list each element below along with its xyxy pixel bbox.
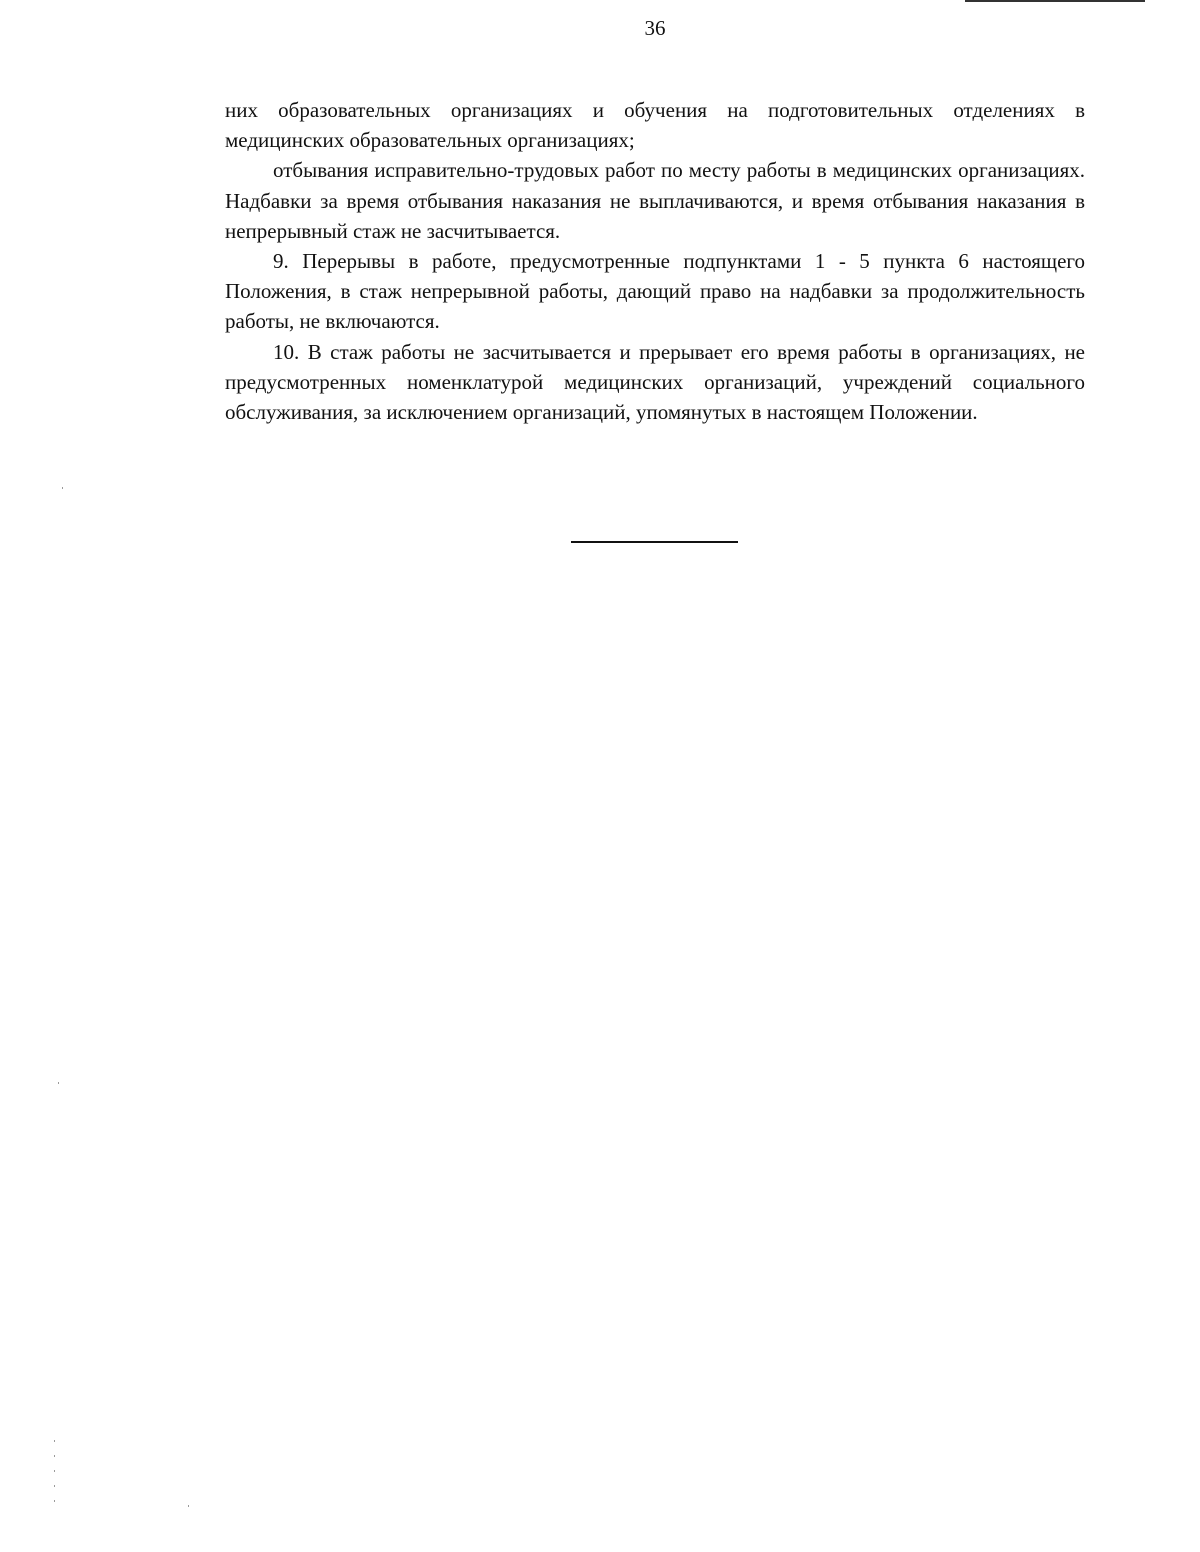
scan-speck xyxy=(58,1082,59,1084)
document-body xyxy=(225,95,1085,427)
scan-speck xyxy=(54,1485,55,1487)
paragraph-correctional-labor: отбывания исправительно-трудовых работ по месту работы в медицинских организациях. Надбавки за время отбывания наказания не выплачиваются, и время отбывания наказания в непрерывный стаж не засчитывается. xyxy=(225,158,1085,243)
scan-speck xyxy=(54,1440,55,1442)
paragraph-continuation: них образовательных организациях и обучения на подготовительных отделениях в медицинских образовательных организациях; xyxy=(225,98,1085,153)
page-number: 36 xyxy=(644,16,666,40)
scan-edge-line xyxy=(965,0,1145,2)
end-separator-line xyxy=(571,541,738,543)
scan-speck xyxy=(188,1505,189,1507)
scan-speck xyxy=(62,487,63,489)
scan-speck xyxy=(54,1500,55,1502)
scan-speck xyxy=(54,1455,55,1457)
paragraph-item-9: 9. Перерывы в работе, предусмотренные подпунктами 1 - 5 пункта 6 настоящего Положения, в стаж непрерывной работы, дающий право на надбавки за продолжительность работы, не включаются. xyxy=(225,249,1085,334)
scan-speck xyxy=(54,1470,55,1472)
paragraph-item-10: 10. В стаж работы не засчитывается и прерывает его время работы в организациях, не предусмотренных номенклатурой медицинских организаций, учреждений социального обслуживания, за исключением организаций, упомянутых в настоящем Положении. xyxy=(225,339,1085,425)
